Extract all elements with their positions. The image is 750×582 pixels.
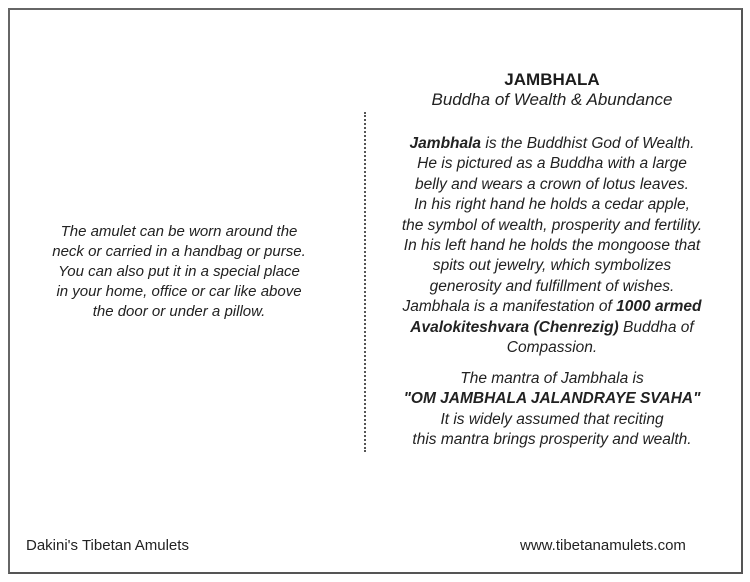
dotted-divider [364, 112, 366, 452]
mantra-note: It is widely assumed that reciting [440, 410, 664, 428]
mantra-section [372, 369, 732, 451]
description-line [372, 134, 732, 154]
description-text: Buddha of [618, 318, 694, 336]
description-text: Jambhala is a manifestation of [402, 298, 617, 316]
emphasis-bold: Avalokiteshvara (Chenrezig) [410, 318, 619, 336]
description-line [372, 297, 732, 317]
usage-line: You can also put it in a special place [58, 263, 300, 280]
usage-line: neck or carried in a handbag or purse. [52, 243, 306, 260]
description-line: spits out jewelry, which symbolizes [432, 257, 672, 275]
description-line: generosity and fulfillment of wishes. [429, 277, 675, 295]
description-text: is the Buddhist God of Wealth. [481, 135, 695, 152]
emphasis-bold: 1000 armed [616, 298, 702, 316]
usage-line: in your home, office or car like above [56, 283, 302, 300]
mantra-intro: The mantra of Jambhala is [460, 370, 644, 387]
mantra-text: "OM JAMBHALA JALANDRAYE SVAHA" [403, 390, 701, 408]
description-line: belly and wears a crown of lotus leaves. [415, 175, 689, 193]
website-url: www.tibetanamulets.com [520, 537, 686, 554]
mantra-note: this mantra brings prosperity and wealth. [412, 431, 692, 449]
deity-subtitle: Buddha of Wealth & Abundance [431, 90, 673, 109]
description-line: In his right hand he holds a cedar apple, [414, 196, 690, 214]
deity-description [372, 134, 732, 358]
deity-name-bold: Jambhala [409, 135, 482, 152]
usage-line: the door or under a pillow. [92, 303, 266, 320]
brand-name: Dakini's Tibetan Amulets [26, 537, 189, 554]
usage-line: The amulet can be worn around the [60, 223, 298, 240]
deity-title: JAMBHALA [504, 70, 600, 89]
usage-instructions [20, 222, 338, 322]
description-line [372, 318, 732, 338]
description-line: the symbol of wealth, prosperity and fertility. [401, 216, 703, 234]
description-line: He is pictured as a Buddha with a large [417, 155, 687, 173]
description-line: In his left hand he holds the mongoose that [403, 237, 701, 255]
description-line: Compassion. [506, 339, 598, 357]
